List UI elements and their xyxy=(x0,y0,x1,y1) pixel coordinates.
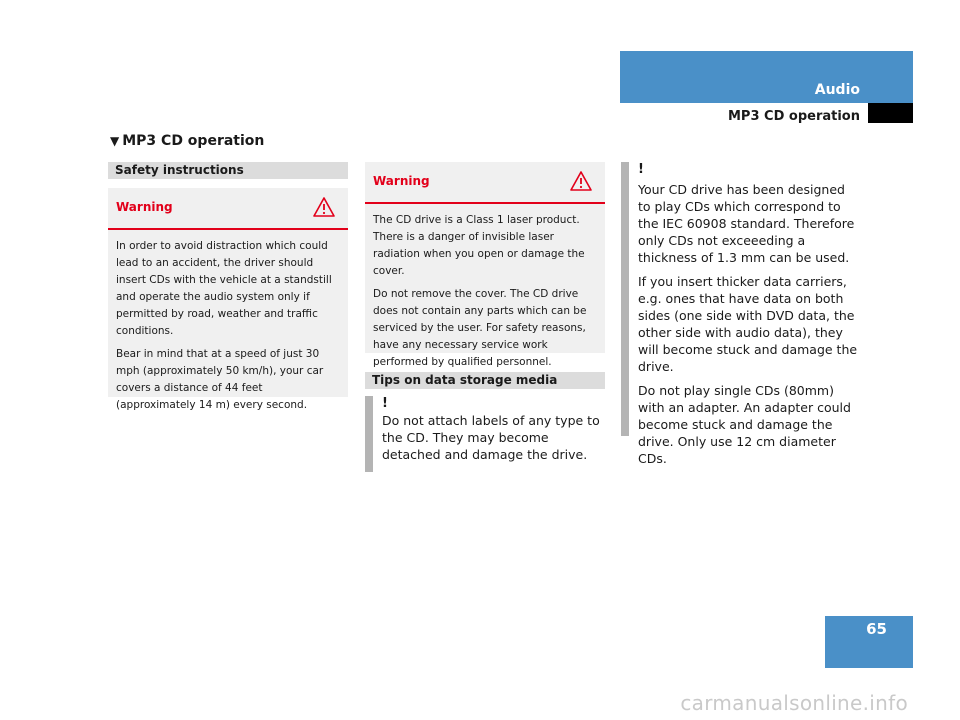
header-black-tab xyxy=(868,103,913,123)
warning-paragraph: Do not remove the cover. The CD drive does not contain any parts which can be serviced by the user. For safety reasons, have any necessary service work performed by qualified personnel. xyxy=(373,288,587,368)
triangle-down-icon: ▼ xyxy=(110,134,120,148)
tips-bar: Tips on data storage media xyxy=(365,372,605,389)
section-title-text: MP3 CD operation xyxy=(122,133,265,149)
warning-triangle-icon xyxy=(312,196,336,218)
notice-exclamation-icon: ! xyxy=(638,162,644,177)
page-number: 65 xyxy=(866,620,887,638)
warning-paragraph: In order to avoid distraction which could lead to an accident, the driver should insert CDs with the vehicle at a standstill and operate the audio system only if permitted by road, weather and traffic conditions. xyxy=(116,240,332,337)
notice-exclamation-icon: ! xyxy=(382,396,388,411)
warning-title: Warning xyxy=(116,200,173,214)
warning-triangle-icon xyxy=(569,170,593,192)
warning-header xyxy=(365,162,605,204)
notice-paragraph: Do not attach labels of any type to the CD. They may become detached and damage the drive. xyxy=(382,413,600,462)
notice-body xyxy=(382,412,605,463)
watermark: carmanualsonline.info xyxy=(680,691,908,715)
warning-body xyxy=(365,204,605,385)
safety-warning-box xyxy=(108,188,348,411)
tips-notice xyxy=(365,396,605,472)
notice-body xyxy=(638,181,861,467)
notice-paragraph: Do not play single CDs (80mm) with an adapter. An adapter could become stuck and damage the drive. Only use 12 cm diameter CDs. xyxy=(638,383,851,466)
warning-header xyxy=(108,188,348,230)
cd-drive-notice xyxy=(621,162,861,466)
laser-warning-box xyxy=(365,162,605,368)
warning-paragraph: The CD drive is a Class 1 laser product. There is a danger of invisible laser radiation when you open or damage the cover. xyxy=(373,214,585,277)
notice-paragraph: Your CD drive has been designed to play CDs which correspond to the IEC 60908 standard. Therefore only CDs not exceeeding a thickness of 1.3 mm can be used. xyxy=(638,182,855,265)
header-section-title: Audio xyxy=(814,82,860,98)
safety-instructions-bar: Safety instructions xyxy=(108,162,348,179)
notice-paragraph: If you insert thicker data carriers, e.g. ones that have data on both sides (one side with DVD data, the other side with audio data), they will become stuck and damage the drive. xyxy=(638,274,858,374)
warning-title: Warning xyxy=(373,174,430,188)
section-title xyxy=(110,133,264,149)
header-topic-title: MP3 CD operation xyxy=(728,109,860,124)
warning-paragraph: Bear in mind that at a speed of just 30 mph (approximately 50 km/h), your car covers a distance of 44 feet (approximately 14 m) every second. xyxy=(116,348,324,411)
warning-body xyxy=(108,230,348,428)
